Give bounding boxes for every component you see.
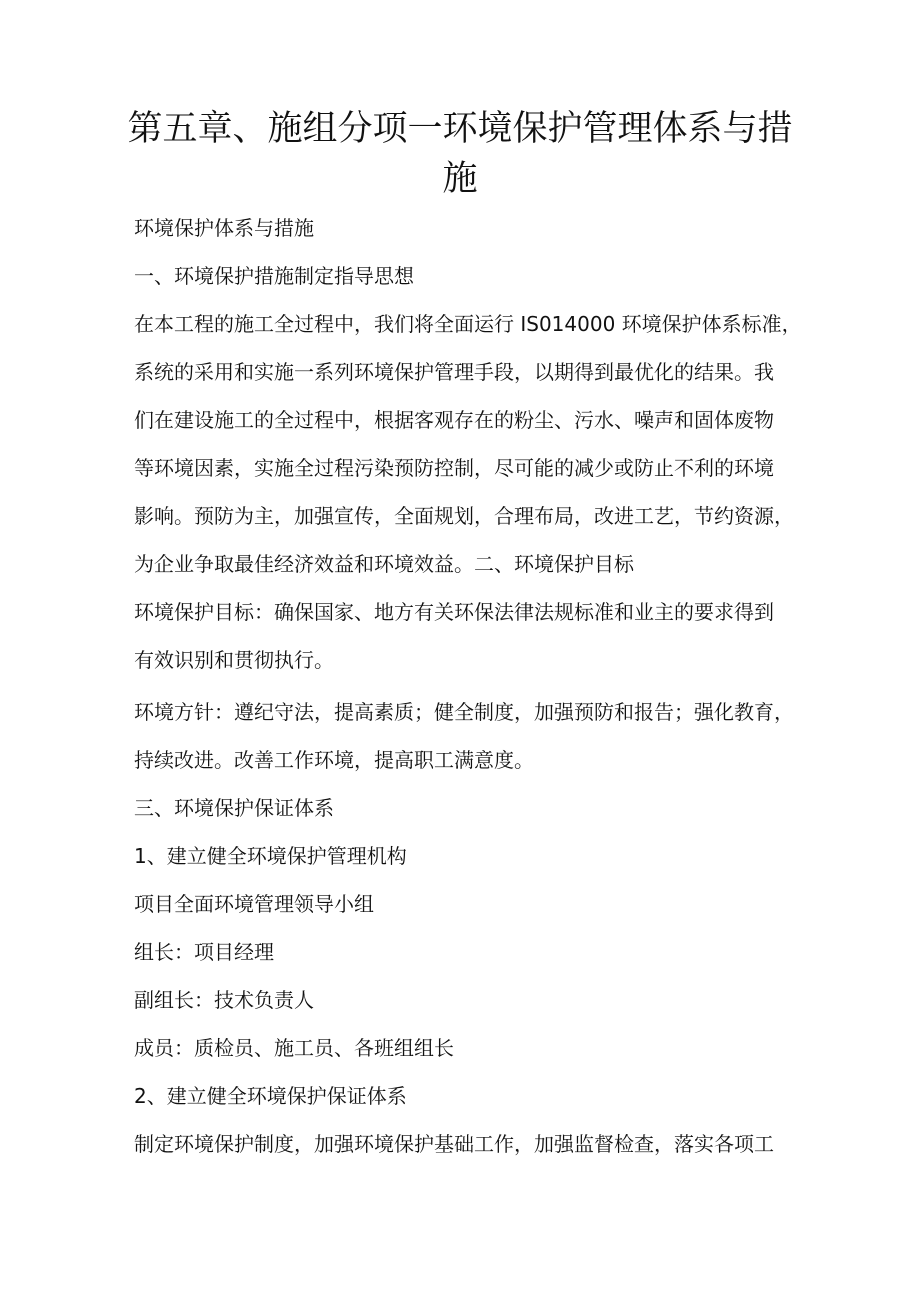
body-text-line: 组长：项目经理 — [134, 940, 274, 964]
body-text-line: 成员：质检员、施工员、各班组组长 — [134, 1036, 454, 1060]
body-text-line: 持续改进。改善工作环境，提高职工满意度。 — [134, 748, 534, 772]
subsection-heading: 2、建立健全环境保护保证体系 — [134, 1084, 407, 1108]
section-heading: 三、环境保护保证体系 — [134, 796, 334, 820]
body-text-line: 项目全面环境管理领导小组 — [134, 892, 374, 916]
body-text-line: 副组长：技术负责人 — [134, 988, 314, 1012]
body-text-line: 环境保护目标：确保国家、地方有关环保法律法规标准和业主的要求得到 — [134, 600, 774, 624]
body-text-line: 等环境因素，实施全过程污染预防控制，尽可能的减少或防止不利的环境 — [134, 456, 774, 480]
body-text-line: 环境方针：遵纪守法，提高素质；健全制度，加强预防和报告；强化教育， — [134, 700, 794, 724]
title-line-2: 施 — [442, 159, 478, 199]
subsection-heading: 1、建立健全环境保护管理机构 — [134, 844, 407, 868]
body-text-line: 有效识别和贯彻执行。 — [134, 648, 334, 672]
section-heading: 一、环境保护措施制定指导思想 — [134, 264, 414, 288]
body-text-line: 们在建设施工的全过程中，根据客观存在的粉尘、污水、噪声和固体废物 — [134, 408, 774, 432]
document-title — [100, 104, 820, 204]
body-text-line: 制定环境保护制度，加强环境保护基础工作，加强监督检查，落实各项工 — [134, 1132, 774, 1156]
section-heading: 环境保护体系与措施 — [134, 216, 314, 240]
body-text-line: 系统的采用和实施一系列环境保护管理手段，以期得到最优化的结果。我 — [134, 360, 774, 384]
body-text-line: 在本工程的施工全过程中，我们将全面运行 IS014000 环境保护体系标准， — [134, 312, 802, 336]
title-line-1: 第五章、施组分项一环境保护管理体系与措 — [127, 109, 793, 149]
body-text-line: 影响。预防为主，加强宣传，全面规划，合理布局，改进工艺，节约资源， — [134, 504, 794, 528]
body-text-line: 为企业争取最佳经济效益和环境效益。二、环境保护目标 — [134, 552, 634, 576]
